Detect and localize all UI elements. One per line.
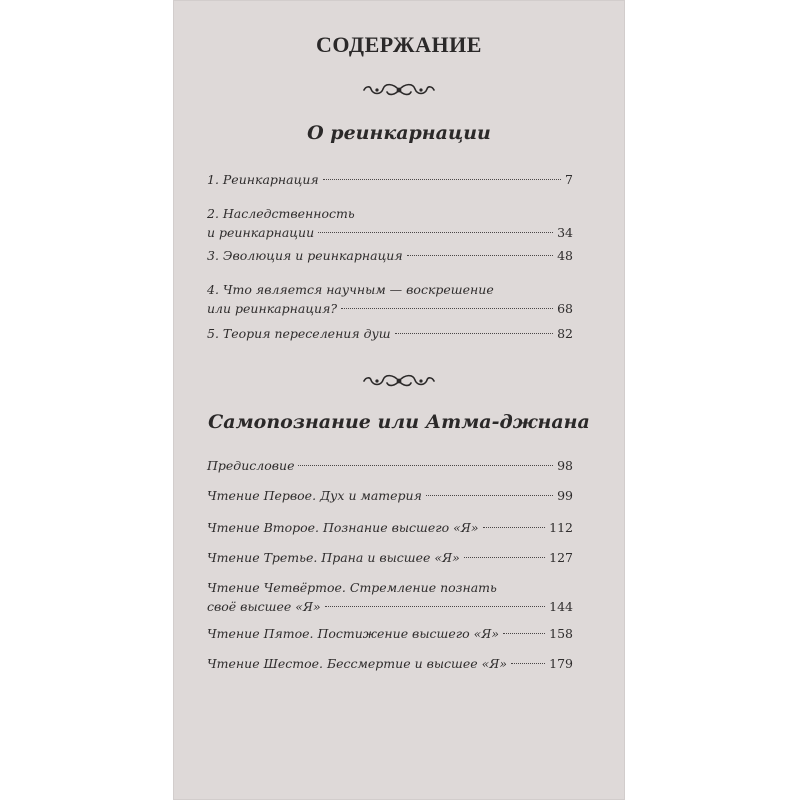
dot-leader [483,527,546,528]
dot-leader [298,465,553,466]
toc-entry-line [207,299,573,318]
toc-entry-title: Чтение Шестое. Бессмертие и высшее «Я» [207,656,508,671]
dot-leader [503,633,545,634]
toc-page-number: 179 [549,656,573,671]
toc-page-number: 158 [549,626,573,641]
dot-leader [341,308,553,309]
toc-entry-line [207,246,573,265]
toc-entry [207,624,573,643]
toc-entry-title: Чтение Первое. Дух и материя [207,488,422,503]
dot-leader [325,606,546,607]
toc-entry [207,170,573,189]
toc-entry-title: Чтение Второе. Познание высшего «Я» [207,520,479,535]
toc-page-number: 82 [557,326,573,341]
dot-leader [426,495,553,496]
toc-entry-title: Предисловие [207,458,295,473]
toc-page-number: 98 [557,458,573,473]
toc-entry-title: 3. Эволюция и реинкарнация [207,248,403,263]
toc-page-number: 144 [549,599,573,614]
toc-entry-title: Чтение Пятое. Постижение высшего «Я» [207,626,499,641]
toc-page-number: 48 [557,248,573,263]
toc-entry-title: или реинкарнация? [207,301,338,316]
toc-entry-line [207,518,573,537]
toc-entry [207,324,573,343]
toc-entry-line [207,578,573,597]
toc-page-number: 99 [557,488,573,503]
page-title: СОДЕРЖАНИЕ [316,32,482,57]
toc-entry-line [207,597,573,616]
toc-entry-line [207,204,573,223]
toc-entry-title: своё высшее «Я» [207,599,321,614]
toc-entry-line [207,548,573,567]
dot-leader [511,663,545,664]
toc-entry-line [207,486,573,505]
dot-leader [395,333,553,334]
dot-leader [318,232,553,233]
toc-entry-line [207,170,573,189]
toc-entry [207,204,573,242]
toc-entry-line [207,280,573,299]
toc-entry [207,280,573,318]
dot-leader [464,557,545,558]
ornament-divider-icon [359,371,439,391]
ornament-divider-icon [359,80,439,100]
toc-entry [207,518,573,537]
section-title: О реинкарнации [307,122,491,144]
toc-page-number: 127 [549,550,573,565]
toc-entry-title: и реинкарнации [207,225,315,240]
book-page [173,0,625,800]
toc-entry-title: 1. Реинкарнация [207,172,319,187]
toc-entry-line [207,324,573,343]
dot-leader [323,179,561,180]
toc-entry [207,548,573,567]
section-title: Самопознание или Атма-джнана [208,411,590,433]
toc-entry [207,578,573,616]
toc-page-number: 112 [549,520,573,535]
toc-page-number: 7 [565,172,573,187]
toc-entry-title: 5. Теория переселения душ [207,326,391,341]
toc-entry-title: 4. Что является научным — воскрешение [207,282,494,297]
toc-entry-line [207,456,573,475]
toc-entry-title: Чтение Третье. Прана и высшее «Я» [207,550,460,565]
toc-entry-title: Чтение Четвёртое. Стремление познать [207,580,497,595]
toc-entry-line [207,654,573,673]
toc-entry [207,456,573,475]
toc-page-number: 34 [557,225,573,240]
toc-entry-line [207,624,573,643]
toc-entry-line [207,223,573,242]
toc-entry-title: 2. Наследственность [207,206,355,221]
toc-entry [207,654,573,673]
toc-page-number: 68 [557,301,573,316]
toc-entry [207,246,573,265]
dot-leader [407,255,553,256]
toc-entry [207,486,573,505]
